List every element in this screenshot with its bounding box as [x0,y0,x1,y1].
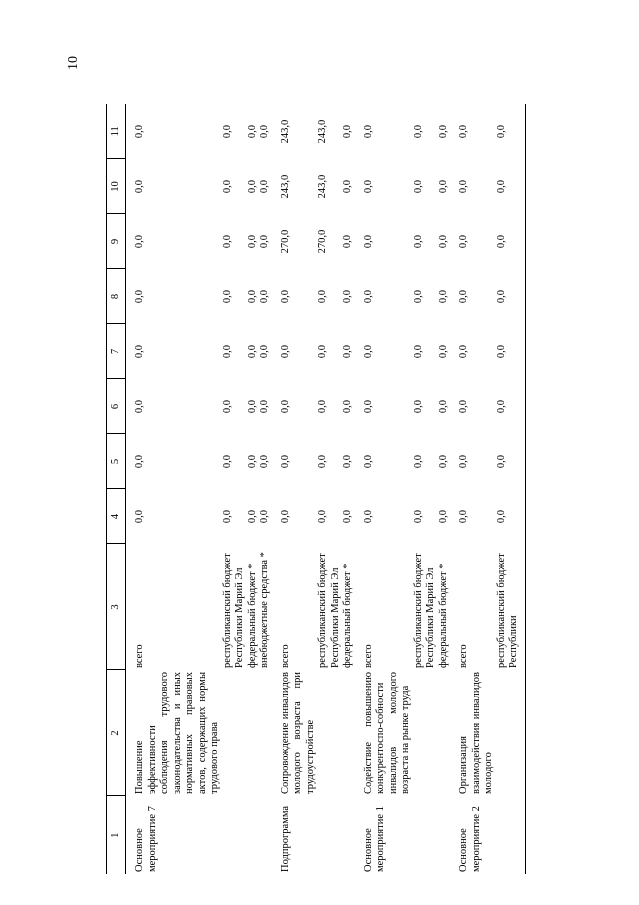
value-cell: 0,0 [134,509,145,524]
value-cell: 0,0 [342,124,353,139]
value-cell: 0,0 [342,399,353,414]
value-cell: 0,0 [458,454,469,469]
value-cell: 0,0 [437,179,449,194]
value-cell: 0,0 [246,124,258,139]
value-cell: 0,0 [412,454,424,469]
funding-source-cell: федеральный бюджет * [342,563,353,668]
value-cell: 0,0 [362,124,374,139]
value-cell: 0,0 [134,344,145,359]
value-cell: 0,0 [458,399,469,414]
column-header-11: 11 [107,104,126,159]
value-cell: 0,0 [259,124,270,139]
table-row [450,104,496,874]
value-cell: 0,0 [437,234,449,249]
value-cell: 0,0 [458,179,469,194]
value-cell: 0,0 [342,179,353,194]
value-cell: 0,0 [317,344,328,359]
table-row [247,104,260,874]
value-cell: 0,0 [496,379,526,434]
value-cell: 0,0 [279,399,291,414]
value-cell: 0,0 [437,399,449,414]
value-cell: 0,0 [437,124,449,139]
value-cell: 0,0 [246,179,258,194]
value-cell: 0,0 [221,124,233,139]
value-cell: 0,0 [458,124,469,139]
value-cell: 0,0 [496,324,526,379]
value-cell: 0,0 [259,344,270,359]
value-cell: 0,0 [437,454,449,469]
program-label-cell: Основное мероприятие 7 [134,806,158,872]
funding-source-cell: федеральный бюджет * [246,563,258,668]
value-cell: 0,0 [412,509,424,524]
value-cell: 0,0 [362,399,374,414]
value-cell: 0,0 [246,344,258,359]
program-name-cell [438,670,451,796]
value-cell: 0,0 [437,344,449,359]
value-cell: 0,0 [342,234,353,249]
value-cell: 0,0 [458,509,469,524]
funding-source-cell: всего [458,644,469,668]
table-row [342,104,355,874]
value-cell: 0,0 [221,179,233,194]
column-header-1: 1 [107,796,126,874]
program-name-cell [259,670,272,796]
value-cell: 0,0 [412,124,424,139]
value-cell: 0,0 [279,289,291,304]
column-header-6: 6 [107,379,126,434]
value-cell: 0,0 [279,454,291,469]
value-cell: 0,0 [362,234,374,249]
value-cell: 0,0 [458,234,469,249]
column-header-8: 8 [107,269,126,324]
value-cell: 0,0 [412,234,424,249]
value-cell: 243,0 [279,119,291,144]
column-header-3: 3 [107,544,126,670]
value-cell: 0,0 [317,454,328,469]
funding-source-cell: федеральный бюджет * [437,563,449,668]
table-body [126,104,526,874]
value-cell: 0,0 [458,289,469,304]
value-cell: 0,0 [317,289,328,304]
value-cell: 0,0 [496,159,526,214]
value-cell: 0,0 [134,124,145,139]
column-header-2: 2 [107,670,126,796]
value-cell: 0,0 [259,179,270,194]
program-name-cell [247,670,260,796]
funding-source-cell: внебюджетные средства * [259,552,270,668]
column-header-5: 5 [107,434,126,489]
value-cell: 0,0 [458,344,469,359]
table-row [222,104,247,874]
value-cell: 0,0 [496,104,526,159]
value-cell: 0,0 [246,454,258,469]
value-cell: 0,0 [259,289,270,304]
value-cell: 0,0 [496,269,526,324]
table-row [317,104,342,874]
value-cell: 0,0 [362,179,374,194]
value-cell: 0,0 [259,454,270,469]
table-row [126,104,222,874]
funding-source-cell: республиканский бюджет Республики Марий Эл [317,553,341,668]
table-row [496,104,526,874]
value-cell: 0,0 [342,509,353,524]
program-name-cell: Содействие повышению конкурентоспо-собности инвалидов молодого возраста на рынке труда [362,672,411,794]
funding-source-cell: всего [134,644,145,668]
program-label-cell: Основное мероприятие 2 [458,806,482,872]
table-row [413,104,438,874]
value-cell: 0,0 [496,214,526,269]
value-cell: 0,0 [221,289,233,304]
value-cell: 270,0 [279,229,291,254]
program-label-cell [342,796,355,874]
value-cell: 0,0 [246,509,258,524]
budget-table [106,104,526,874]
value-cell: 0,0 [259,509,270,524]
program-name-cell [342,670,355,796]
value-cell: 0,0 [134,289,145,304]
value-cell: 0,0 [259,234,270,249]
column-header-9: 9 [107,214,126,269]
value-cell: 0,0 [246,289,258,304]
table-row [438,104,451,874]
funding-source-cell: республиканский бюджет Республики [496,544,526,670]
value-cell: 0,0 [317,509,328,524]
program-label-cell [259,796,272,874]
program-label-cell [496,796,526,874]
program-name-cell: Сопровождение инвалидов молодого возраста при трудоустройстве [279,672,316,794]
header-row [107,104,126,874]
program-name-cell [413,670,438,796]
program-label-cell [413,796,438,874]
value-cell: 0,0 [437,289,449,304]
table-row [272,104,318,874]
program-label-cell [438,796,451,874]
value-cell: 0,0 [134,179,145,194]
value-cell: 0,0 [412,399,424,414]
column-header-10: 10 [107,159,126,214]
value-cell: 243,0 [317,119,328,144]
value-cell: 0,0 [134,454,145,469]
program-name-cell [496,670,526,796]
value-cell: 0,0 [412,179,424,194]
value-cell: 270,0 [317,229,328,254]
value-cell: 0,0 [279,509,291,524]
value-cell: 0,0 [259,399,270,414]
value-cell: 0,0 [496,489,526,544]
value-cell: 0,0 [362,454,374,469]
funding-source-cell: всего [362,644,374,668]
value-cell: 0,0 [412,344,424,359]
value-cell: 0,0 [221,454,233,469]
value-cell: 0,0 [246,234,258,249]
value-cell: 0,0 [317,399,328,414]
page-number: 10 [66,56,81,70]
value-cell: 0,0 [221,344,233,359]
program-label-cell: Основное мероприятие 1 [362,806,386,872]
value-cell: 0,0 [342,344,353,359]
value-cell: 0,0 [362,344,374,359]
value-cell: 243,0 [279,174,291,199]
column-header-7: 7 [107,324,126,379]
program-label-cell: Подпрограмма [279,805,291,872]
program-name-cell [317,670,342,796]
program-name-cell [222,670,247,796]
value-cell: 0,0 [412,289,424,304]
table-row [355,104,413,874]
value-cell: 0,0 [279,344,291,359]
value-cell: 0,0 [134,234,145,249]
program-name-cell: Повышение эффективности соблюдения трудового законодательства и иных нормативных правовых актов, содержащих нормы трудового права [134,672,220,794]
value-cell: 0,0 [221,399,233,414]
program-label-cell [317,796,342,874]
value-cell: 0,0 [342,454,353,469]
value-cell: 0,0 [246,399,258,414]
column-header-4: 4 [107,489,126,544]
value-cell: 0,0 [437,509,449,524]
program-label-cell [222,796,247,874]
rotated-table-container [106,104,606,874]
value-cell: 0,0 [342,289,353,304]
value-cell: 0,0 [221,509,233,524]
funding-source-cell: республиканский бюджет Республики Марий Эл [221,553,245,668]
value-cell: 243,0 [317,174,328,199]
funding-source-cell: всего [279,644,291,668]
program-name-cell: Организация взаимодействия инвалидов молодого [458,672,494,794]
value-cell: 0,0 [134,399,145,414]
value-cell: 0,0 [362,289,374,304]
value-cell: 0,0 [221,234,233,249]
funding-source-cell: республиканский бюджет Республики Марий Эл [412,553,436,668]
value-cell: 0,0 [496,434,526,489]
program-label-cell [247,796,260,874]
value-cell: 0,0 [362,509,374,524]
table-row [259,104,272,874]
